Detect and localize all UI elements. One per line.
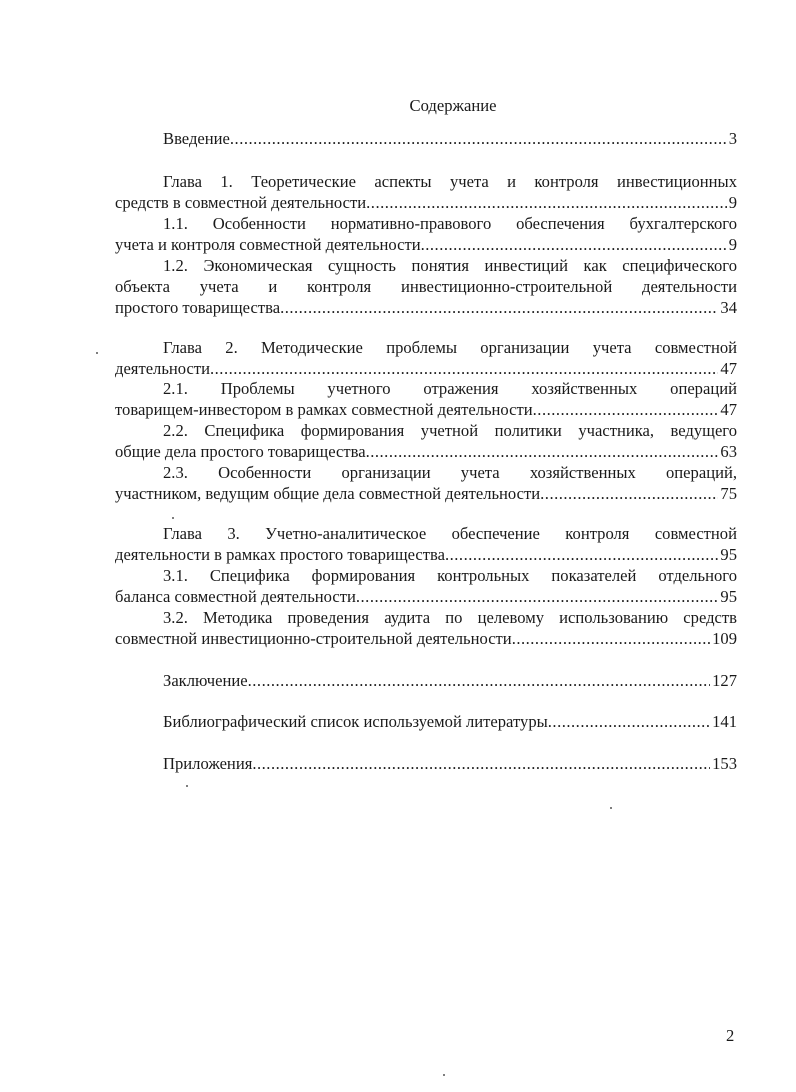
toc-entry-section-3-2[interactable]: 3.2. Методика проведения аудита по целевому использованию средств совместной инвестиционно-строительной деятельности ..... 109 (115, 607, 737, 649)
toc-entry-appendices[interactable]: Приложения ..... 153 (115, 753, 737, 774)
page-ref: 47 (720, 400, 737, 419)
scan-speck (610, 807, 612, 809)
page-ref: 34 (720, 298, 737, 317)
toc-entry-section-2-2[interactable]: 2.2. Специфика формирования учетной политики участника, ведущего общие дела простого товарищества ..... 63 (115, 420, 737, 462)
page-number: 2 (726, 1026, 735, 1045)
page-ref: 3 (728, 129, 737, 148)
page-ref: 95 (720, 587, 737, 606)
page-ref: 63 (720, 442, 737, 461)
toc-entry-section-2-3[interactable]: 2.3. Особенности организации учета хозяйственных операций, участником, ведущим общие дела совместной деятельности ..... 75 (115, 462, 737, 504)
page-ref: 95 (720, 545, 737, 564)
page-ref: 109 (712, 629, 737, 648)
toc-entry-section-2-1[interactable]: 2.1. Проблемы учетного отражения хозяйственных операций товарищем-инвестором в рамках совместной деятельности ..... 47 (115, 378, 737, 420)
toc-entry-bibliography[interactable]: Библиографический список используемой литературы ..... 141 (115, 711, 737, 732)
page-ref: 47 (720, 359, 737, 378)
toc-entry-intro[interactable]: Введение ..... 3 (115, 128, 737, 149)
toc-entry-section-1-1[interactable]: 1.1. Особенности нормативно-правового обеспечения бухгалтерского учета и контроля совместной деятельности ..... 9 (115, 213, 737, 255)
page-ref: 9 (728, 193, 737, 212)
toc-entry-chapter-3[interactable]: Глава 3. Учетно-аналитическое обеспечение контроля совместной деятельности в рамках простого товарищества ..... 95 (115, 523, 737, 565)
page-ref: 9 (728, 235, 737, 254)
scan-speck (172, 517, 174, 519)
toc-entry-chapter-1[interactable]: Глава 1. Теоретические аспекты учета и контроля инвестиционных средств в совместной деятельности ..... 9 (115, 171, 737, 213)
toc-entry-conclusion[interactable]: Заключение ..... 127 (115, 670, 737, 691)
scan-speck (96, 352, 98, 354)
toc-title: Содержание (409, 96, 497, 115)
page-ref: 153 (712, 754, 737, 773)
toc-entry-section-1-2[interactable]: 1.2. Экономическая сущность понятия инвестиций как специфического объекта учета и контроля инвестиционно-строительной деятельности простого товарищества ..... 34 (115, 255, 737, 318)
page-ref: 75 (720, 484, 737, 503)
scan-speck (186, 785, 188, 787)
page-ref: 127 (712, 671, 737, 690)
toc-entry-chapter-2[interactable]: Глава 2. Методические проблемы организации учета совместной деятельности ..... 47 (115, 337, 737, 379)
scan-speck (443, 1074, 445, 1076)
page-ref: 141 (712, 712, 737, 731)
toc-entry-section-3-1[interactable]: 3.1. Специфика формирования контрольных показателей отдельного баланса совместной деятельности ..... 95 (115, 565, 737, 607)
